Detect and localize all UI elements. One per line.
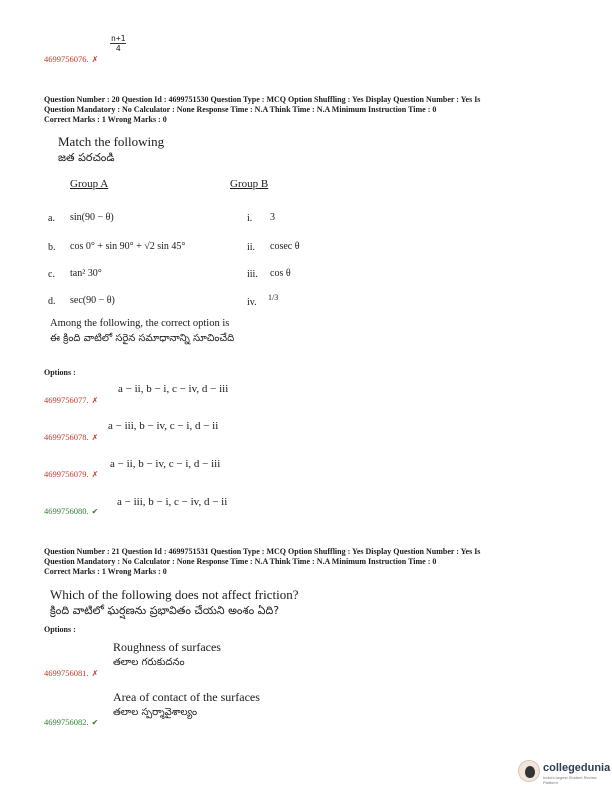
q21-option-1-text[interactable]: Roughness of surfaces: [113, 640, 221, 654]
logo-name: collegedunia: [543, 762, 611, 774]
group-b-heading: Group B: [230, 178, 269, 190]
row-iv-value: 1/3: [268, 293, 279, 302]
row-d-expression: sec(90 − θ): [70, 295, 115, 306]
q21-options-label: Options :: [44, 625, 76, 634]
option-id-text: 4699756082.: [44, 717, 89, 727]
row-i-value: 3: [270, 212, 275, 223]
q20-meta-line-3: Correct Marks : 1 Wrong Marks : 0: [44, 115, 167, 124]
q20-prompt: Among the following, the correct option is: [50, 318, 230, 329]
row-a-label: a.: [48, 213, 55, 224]
q21-title: Which of the following does not affect friction?: [50, 587, 299, 602]
q21-meta-line-1: Question Number : 21 Question Id : 4699751531 Question Type : MCQ Option Shuffling : Yes Display Question Number : Yes Is: [44, 547, 481, 556]
q20-option-4-text[interactable]: a − iii, b − i, c − iv, d − ii: [117, 496, 228, 508]
fraction-numerator: n+1: [111, 34, 126, 43]
q20-option-2-text[interactable]: a − iii, b − iv, c − i, d − ii: [108, 420, 219, 432]
row-iv-label: iv.: [247, 297, 257, 308]
q20-option-3-id: [44, 469, 98, 479]
row-ii-label: ii.: [247, 242, 256, 253]
wrong-mark-icon: ✗: [91, 55, 99, 64]
row-i-label: i.: [247, 213, 253, 224]
previous-option-id: [44, 54, 98, 64]
q21-option-2-text[interactable]: Area of contact of the surfaces: [113, 690, 260, 704]
q20-options-label: Options :: [44, 368, 76, 377]
q20-meta-line-1: Question Number : 20 Question Id : 4699751530 Question Type : MCQ Option Shuffling : Yes Display Question Number : Yes Is: [44, 95, 481, 104]
q21-meta: [44, 547, 480, 577]
q21-meta-line-2: Question Mandatory : No Calculator : None Response Time : N.A Think Time : N.A Minimum Instruction Time : 0: [44, 557, 437, 566]
option-id-text: 4699756078.: [44, 432, 89, 442]
logo-tagline: India's largest Student Review Platform: [543, 775, 597, 785]
q21-title-telugu: క్రింది వాటిలో ఘర్షణను ప్రభావితం చేయని అంశం ఏది?: [50, 604, 280, 617]
correct-mark-icon: ✔: [91, 718, 99, 727]
q20-option-3-text[interactable]: a − ii, b − iv, c − i, d − iii: [110, 458, 221, 470]
option-id-text: 4699756081.: [44, 668, 89, 678]
q20-option-1-id: [44, 395, 98, 405]
q21-option-2-id: [44, 717, 98, 727]
row-ii-value: cosec θ: [270, 241, 300, 252]
q20-meta-line-2: Question Mandatory : No Calculator : None Response Time : N.A Think Time : N.A Minimum Instruction Time : 0: [44, 105, 437, 114]
wrong-mark-icon: ✗: [91, 470, 99, 479]
q20-option-4-id: [44, 506, 98, 516]
q21-meta-line-3: Correct Marks : 1 Wrong Marks : 0: [44, 567, 167, 576]
collegedunia-logo: [518, 758, 611, 788]
wrong-mark-icon: ✗: [91, 433, 99, 442]
option-id-text: 4699756079.: [44, 469, 89, 479]
fraction-denominator: 4: [115, 44, 121, 53]
previous-option-fraction: [110, 34, 126, 55]
q20-prompt-telugu: ఈ క్రింది వాటిలో సరైన సమాధానాన్ని సూచించేది: [50, 333, 235, 344]
row-b-label: b.: [48, 242, 56, 253]
row-d-label: d.: [48, 296, 56, 307]
row-iii-value: cos θ: [270, 268, 291, 279]
q21-option-1-id: [44, 668, 98, 678]
wrong-mark-icon: ✗: [91, 669, 99, 678]
q21-option-1-telugu: తలాల గరుకుదనం: [113, 657, 185, 668]
group-a-heading: Group A: [70, 178, 109, 190]
option-id-text: 4699756080.: [44, 506, 89, 516]
q20-option-2-id: [44, 432, 98, 442]
q21-option-2-telugu: తలాల స్పర్శావైశాల్యం: [113, 707, 198, 718]
row-iii-label: iii.: [247, 269, 258, 280]
mascot-icon: [518, 760, 540, 782]
q20-meta: [44, 95, 480, 125]
q20-title: Match the following: [58, 134, 165, 149]
option-id-text: 4699756076.: [44, 54, 89, 64]
row-c-label: c.: [48, 269, 55, 280]
q20-title-telugu: జత పరచండి: [58, 151, 115, 164]
q20-option-1-text[interactable]: a − ii, b − i, c − iv, d − iii: [118, 383, 229, 395]
row-b-expression: cos 0° + sin 90° + √2 sin 45°: [70, 241, 186, 252]
wrong-mark-icon: ✗: [91, 396, 99, 405]
row-c-expression: tan² 30°: [70, 268, 102, 279]
correct-mark-icon: ✔: [91, 507, 99, 516]
row-a-expression: sin(90 − θ): [70, 212, 114, 223]
option-id-text: 4699756077.: [44, 395, 89, 405]
